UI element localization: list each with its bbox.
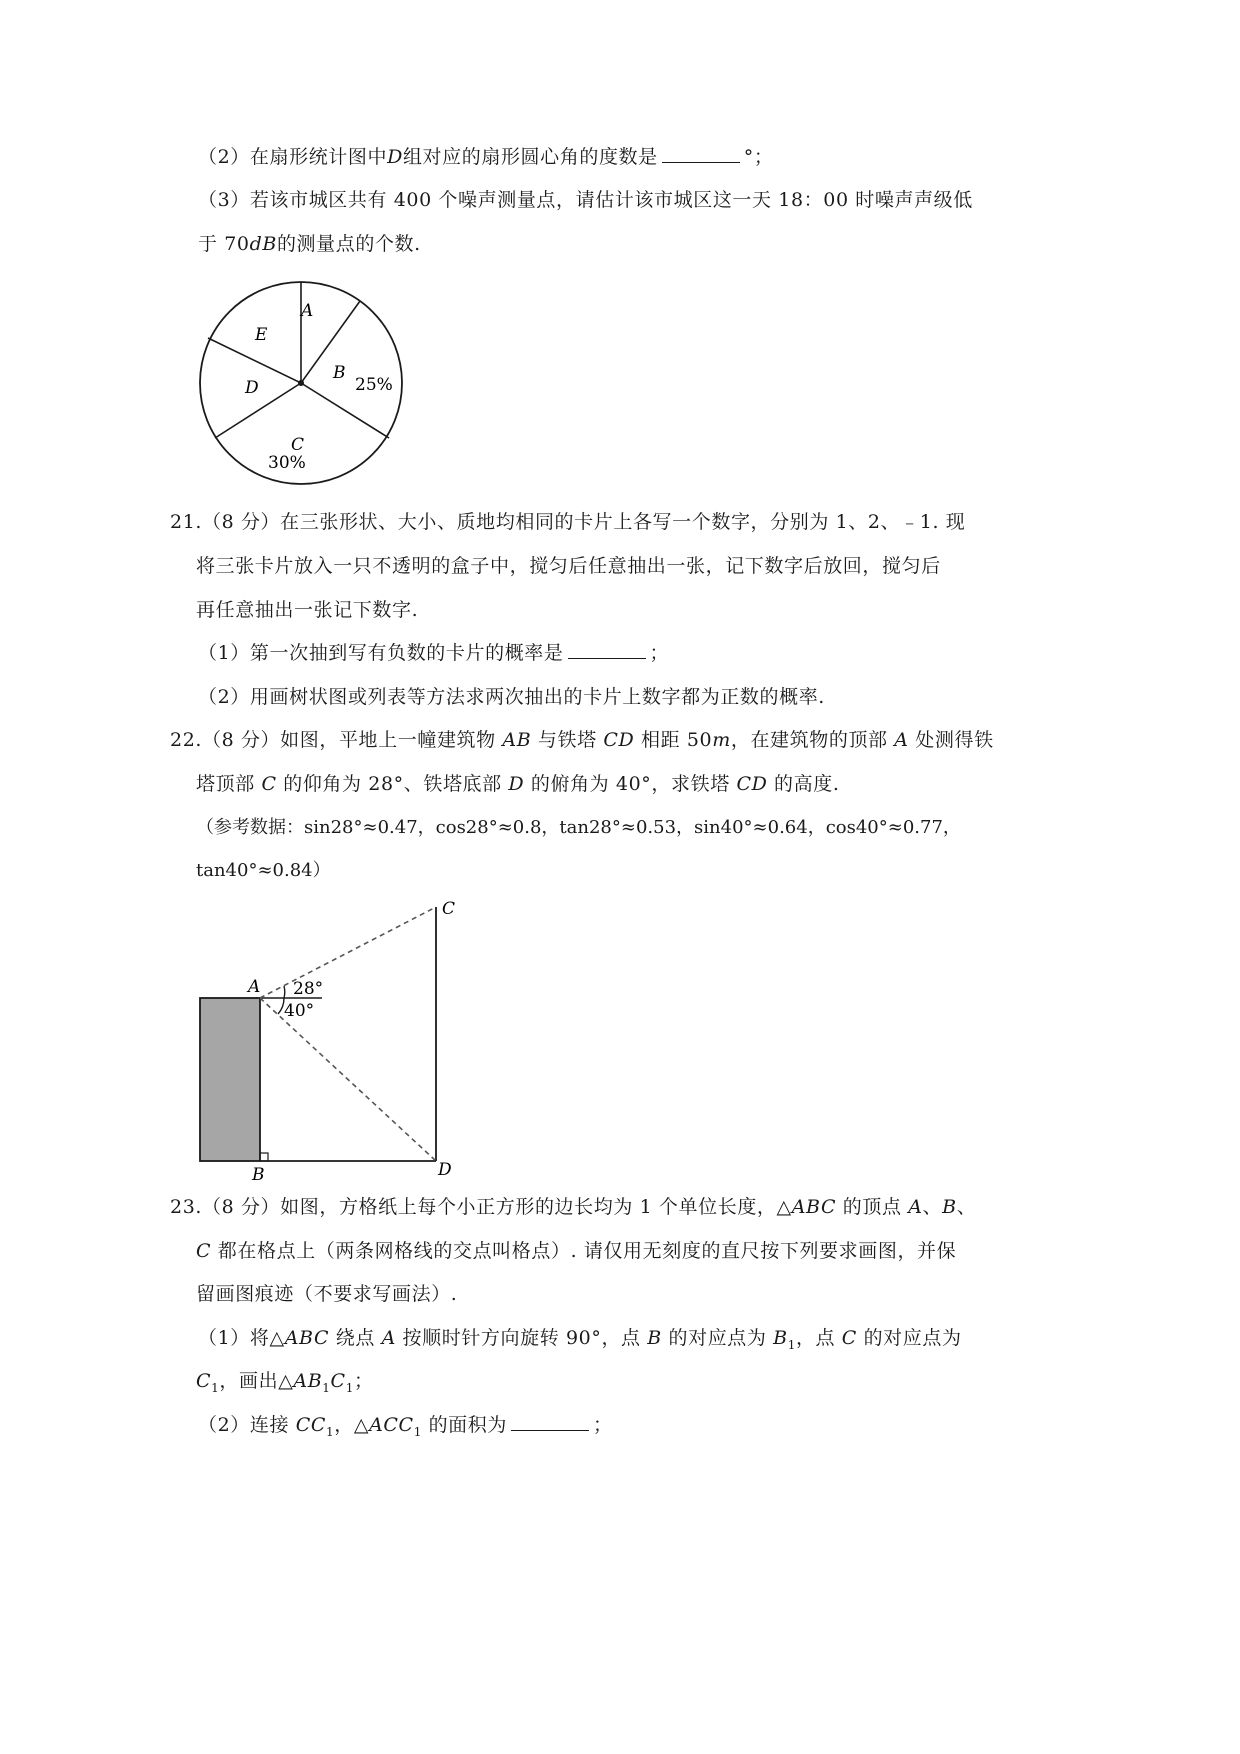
q23-line3: 留画图痕迹（不要求写画法）. [196, 1283, 458, 1305]
q20-part2: （2）在扇形统计图中D组对应的扇形圆心角的度数是 °； [198, 146, 774, 168]
q23-part1-line1: （1）将△ABC 绕点 A 按顺时针方向旋转 90°，点 B 的对应点为 $B_1$，点 C 的对应点为 [198, 1327, 962, 1352]
pie-chart-figure [195, 278, 410, 498]
angle-label-28: 28° [293, 979, 324, 999]
pie-label-c: C [291, 435, 305, 455]
q20-part3-line2: 于 70dB的测量点的个数. [198, 233, 421, 255]
answer-blank[interactable] [568, 640, 646, 659]
q23-part2: （2）连接 $CC_1$，$\triangle ACC_1$ 的面积为 ； [198, 1414, 613, 1439]
pie-label-b: B [333, 363, 346, 383]
sight-line-ad [260, 998, 436, 1161]
q22-reference-line2: tan40°≈0.84） [196, 860, 331, 881]
q22-reference-line1: （参考数据：sin28°≈0.47，cos28°≈0.8，tan28°≈0.53，sin40°≈0.64，cos40°≈0.77， [196, 817, 961, 838]
answer-blank[interactable] [511, 1412, 589, 1431]
pie-center-dot [298, 380, 304, 386]
label-b: B [252, 1165, 265, 1185]
q23-line1: 23.（8 分）如图，方格纸上每个小正方形的边长均为 1 个单位长度，△ABC 的顶点 A、B、 [170, 1196, 977, 1218]
pie-label-a: A [301, 301, 314, 321]
q23-part1-line2: $C_1$，画出$\triangle AB_1C_1$； [196, 1370, 374, 1395]
q22-line2: 塔顶部 C 的仰角为 28°、铁塔底部 D 的俯角为 40°，求铁塔 CD 的高度. [196, 773, 840, 795]
q22-tower-figure [180, 890, 500, 1190]
sight-line-ac [260, 907, 436, 998]
building-ab [200, 998, 260, 1161]
label-a: A [248, 977, 261, 997]
pie-label-e: E [255, 325, 268, 345]
q21-line1: 21.（8 分）在三张形状、大小、质地均相同的卡片上各写一个数字，分别为 1、2、﹣1. 现 [170, 511, 966, 533]
label-c: C [442, 899, 456, 919]
q23-line2: C 都在格点上（两条网格线的交点叫格点）. 请仅用无刻度的直尺按下列要求画图，并保 [196, 1240, 957, 1262]
label-d: D [438, 1160, 452, 1180]
q21-part1: （1）第一次抽到写有负数的卡片的概率是 ； [198, 642, 670, 664]
q22-line1: 22.（8 分）如图，平地上一幢建筑物 AB 与铁塔 CD 相距 50m，在建筑物的顶部 A 处测得铁 [170, 729, 994, 751]
q20-part3-line1: （3）若该市城区共有 400 个噪声测量点，请估计该市城区这一天 18：00 时噪声声级低 [198, 189, 973, 211]
angle-arc-28 [284, 986, 285, 998]
right-angle-mark-b [260, 1153, 268, 1161]
answer-blank[interactable] [662, 144, 740, 163]
q21-part2: （2）用画树状图或列表等方法求两次抽出的卡片上数字都为正数的概率. [198, 686, 825, 708]
pie-value-b: 25% [355, 375, 393, 395]
pie-value-c: 30% [268, 453, 306, 473]
pie-label-d: D [245, 378, 259, 398]
q21-line2: 将三张卡片放入一只不透明的盒子中，搅匀后任意抽出一张，记下数字后放回，搅匀后 [196, 555, 941, 577]
q21-line3: 再任意抽出一张记下数字. [196, 599, 419, 621]
angle-label-40: 40° [284, 1001, 315, 1021]
